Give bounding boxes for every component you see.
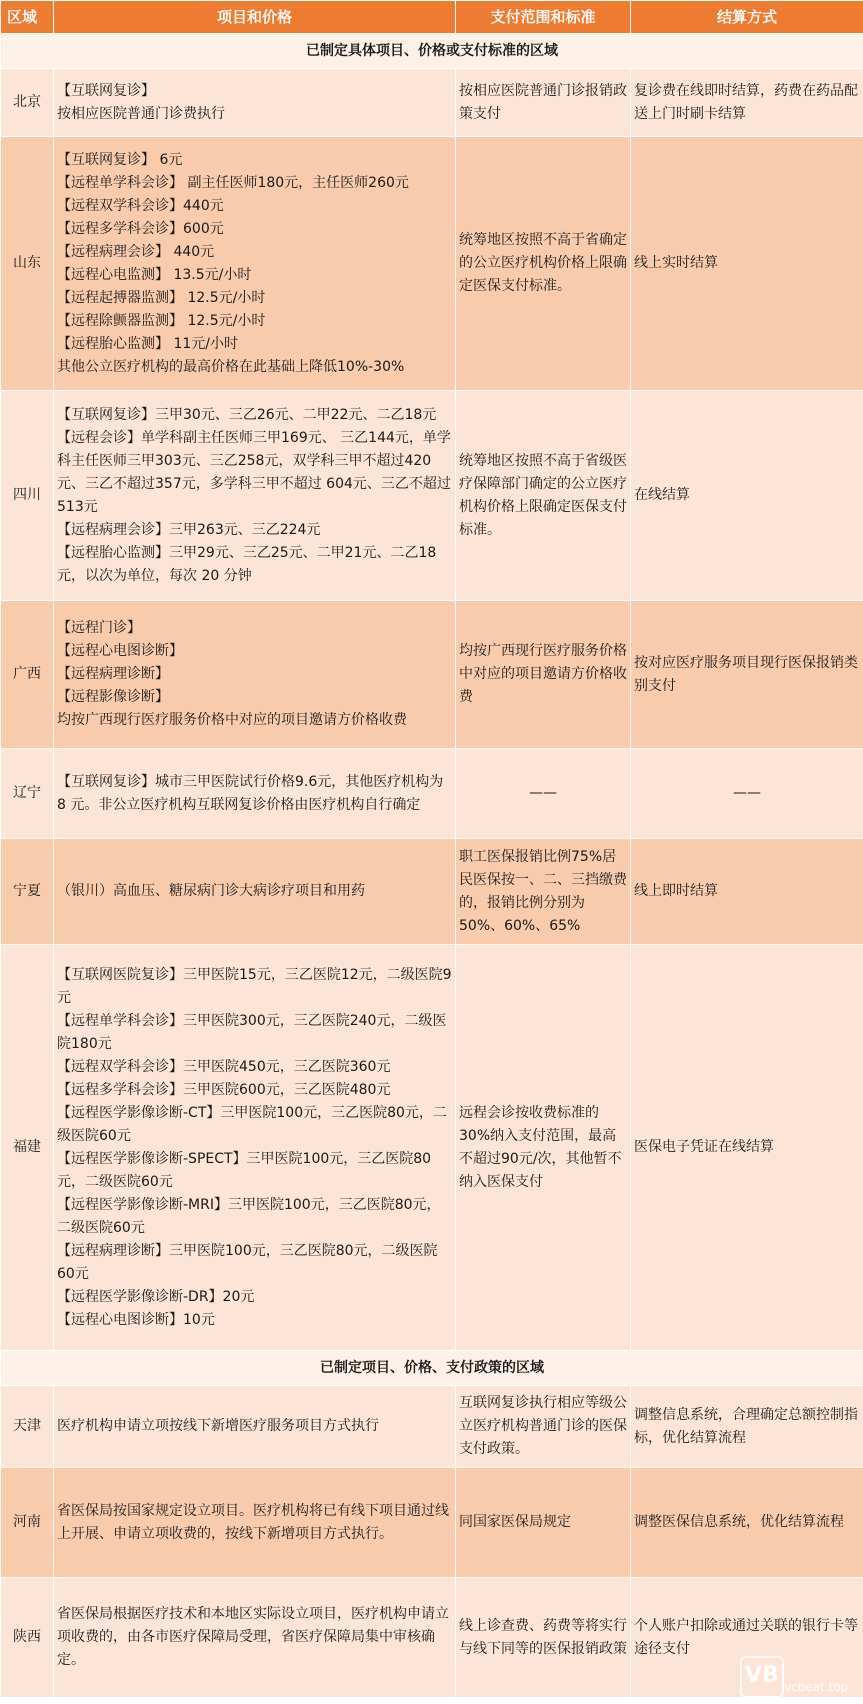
item-line: 医疗机构申请立项按线下新增医疗服务项目方式执行 [57,1418,379,1434]
scope-cell: 按相应医院普通门诊报销政策支付 [456,69,631,137]
items-cell [54,69,456,137]
region-cell: 广西 [1,601,54,749]
item-line: 【远程除颤器监测】 12.5元/小时 [57,312,266,329]
item-line: 其他公立医疗机构的最高价格在此基础上降低10%-30% [57,358,405,375]
table-row [1,1468,863,1578]
item-line: 省医保局按国家规定设立项目。医疗机构将已有线下项目通过线上开展、申请立项收费的，按线下新增项目方式执行。 [57,1502,449,1542]
table-row [1,391,863,601]
region-cell: 山东 [1,137,54,391]
scope-cell: 互联网复诊执行相应等级公立医疗机构普通门诊的医保支付政策。 [456,1386,631,1468]
item-line: 【远程单学科会诊】 副主任医师180元，主任医师260元 [57,174,409,191]
table-row [1,1578,863,1698]
header-scope: 支付范围和标准 [456,1,631,34]
item-line: 【远程单学科会诊】三甲医院300元，三乙医院240元，二级医院180元 [57,1012,447,1052]
item-line: 【互联网医院复诊】三甲医院15元，三乙医院12元，二级医院9元 [57,966,452,1006]
item-line: 【远程胎心监测】三甲29元、三乙25元、二甲21元、二乙18元，以次为单位，每次 20 分钟 [57,544,437,584]
section-row [1,1351,863,1386]
scope-cell: 远程会诊按收费标准的30%纳入支付范围，最高不超过90元/次，其他暂不纳入医保支付 [456,945,631,1351]
items-cell [54,1468,456,1578]
item-line: 【远程医学影像诊断-DR】20元 [57,1288,255,1305]
settlement-cell: 调整医保信息系统，优化结算流程 [631,1468,863,1578]
region-cell: 河南 [1,1468,54,1578]
item-line: 【远程影像诊断】 [57,689,169,705]
item-line: 按相应医院普通门诊费执行 [57,105,225,122]
items-cell [54,137,456,391]
item-line: 【远程病理诊断】三甲医院100元，三乙医院80元，二级医院60元 [57,1242,438,1282]
scope-cell: 统筹地区按照不高于省确定的公立医疗机构价格上限确定医保支付标准。 [456,137,631,391]
items-cell [54,945,456,1351]
settlement-cell: 线上即时结算 [631,839,863,945]
table-row [1,839,863,945]
item-line: 省医保局根据医疗技术和本地区实际设立项目，医疗机构申请立项收费的，由各市医疗保障局受理，省医疗保障局集中审核确定。 [57,1606,449,1668]
item-line: 【互联网复诊】 [57,82,155,99]
items-cell [54,601,456,749]
region-cell: 福建 [1,945,54,1351]
header-items: 项目和价格 [54,1,456,34]
table-row [1,137,863,391]
watermark-text: vcbeat.top [784,1680,849,1694]
settlement-cell: 复诊费在线即时结算，药费在药品配送上门时刷卡结算 [631,69,863,137]
settlement-cell: 按对应医疗服务项目现行医保报销类别支付 [631,601,863,749]
scope-cell: 均按广西现行医疗服务价格中对应的项目邀请方价格收费 [456,601,631,749]
item-line: 【远程多学科会诊】600元 [57,220,224,237]
item-line: 【远程双学科会诊】三甲医院450元，三乙医院360元 [57,1058,391,1075]
item-line: （银川）高血压、糖尿病门诊大病诊疗项目和用药 [57,883,365,899]
section-title: 已制定项目、价格、支付政策的区域 [1,1351,863,1386]
region-cell: 陕西 [1,1578,54,1698]
items-cell [54,1386,456,1468]
items-cell [54,1578,456,1698]
item-line: 【远程病理会诊】 440元 [57,243,215,260]
item-line: 【远程会诊】单学科副主任医师三甲169元、 三乙144元，单学科主任医师三甲303元、三乙258元，双学科三甲不超过420元、三乙不超过357元，多学科三甲不超过 604元、三乙不超过513元 [57,429,451,515]
item-line: 【远程病理诊断】 [57,666,169,682]
settlement-cell: 调整信息系统，合理确定总额控制指标，优化结算流程 [631,1386,863,1468]
item-line: 【远程双学科会诊】440元 [57,197,224,214]
section-title: 已制定具体项目、价格或支付标准的区域 [1,34,863,69]
region-cell: 四川 [1,391,54,601]
item-line: 【远程起搏器监测】 12.5元/小时 [57,289,266,306]
item-line: 【互联网复诊】城市三甲医院试行价格9.6元，其他医疗机构为 8 元。非公立医疗机构互联网复诊价格由医疗机构自行确定 [57,773,448,813]
item-line: 【互联网复诊】三甲30元、三乙26元、二甲22元、二乙18元 [57,406,437,423]
table-row [1,69,863,137]
watermark-logo: VB [740,1656,784,1698]
table-row [1,601,863,749]
item-line: 【远程心电图诊断】10元 [57,1311,215,1328]
item-line: 【远程医学影像诊断-SPECT】三甲医院100元，三乙医院80元，二级医院60元 [57,1150,432,1190]
settlement-cell: 在线结算 [631,391,863,601]
items-cell [54,839,456,945]
header-settlement: 结算方式 [631,1,863,34]
items-cell [54,391,456,601]
header-region: 区域 [1,1,54,34]
item-line: 【远程心电监测】 13.5元/小时 [57,266,252,283]
item-line: 【互联网复诊】 6元 [57,151,183,168]
item-line: 【远程医学影像诊断-MRI】三甲医院100元，三乙医院80元，二级医院60元 [57,1196,441,1236]
region-cell: 辽宁 [1,749,54,839]
scope-cell: 线上诊查费、药费等将实行与线下同等的医保报销政策 [456,1578,631,1698]
table-row [1,1386,863,1468]
scope-cell: 同国家医保局规定 [456,1468,631,1578]
table-row [1,749,863,839]
scope-cell: 职工医保报销比例75%居民医保按一、二、三挡缴费的，报销比例分别为50%、60%、65% [456,839,631,945]
scope-cell: —— [456,749,631,839]
item-line: 【远程心电图诊断】 [57,643,183,659]
region-cell: 天津 [1,1386,54,1468]
items-cell [54,749,456,839]
watermark [740,1650,858,1700]
settlement-cell: 线上实时结算 [631,137,863,391]
header-row [1,1,863,34]
item-line: 【远程门诊】 [57,620,141,636]
settlement-cell: 医保电子凭证在线结算 [631,945,863,1351]
item-line: 均按广西现行医疗服务价格中对应的项目邀请方价格收费 [57,712,407,728]
item-line: 【远程多学科会诊】三甲医院600元，三乙医院480元 [57,1081,391,1098]
item-line: 【远程胎心监测】 11元/小时 [57,335,238,352]
scope-cell: 统筹地区按照不高于省级医疗保障部门确定的公立医疗机构价格上限确定医保支付标准。 [456,391,631,601]
settlement-cell: —— [631,749,863,839]
item-line: 【远程医学影像诊断-CT】三甲医院100元，三乙医院80元，二级医院60元 [57,1104,447,1144]
settlement-cell: 个人账户扣除或通过关联的银行卡等途径支付 [631,1578,863,1698]
region-cell: 北京 [1,69,54,137]
item-line: 【远程病理会诊】三甲263元、三乙224元 [57,521,321,538]
region-cell: 宁夏 [1,839,54,945]
section-row [1,34,863,69]
table-row [1,945,863,1351]
